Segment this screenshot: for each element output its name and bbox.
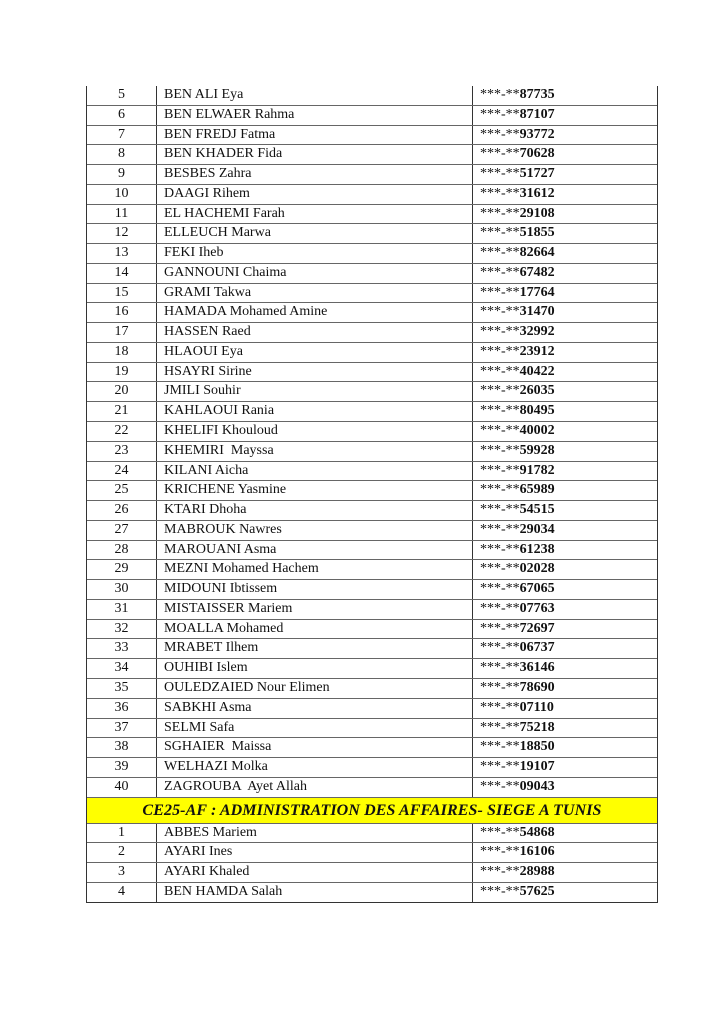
student-id: [473, 165, 657, 184]
id-digits: 57625: [519, 883, 555, 899]
table-row: [87, 679, 657, 699]
table-row: [87, 560, 657, 580]
row-number: 22: [87, 422, 157, 441]
student-name: BEN ALI Eya: [157, 86, 473, 105]
table-row: [87, 165, 657, 185]
student-name: SELMI Safa: [157, 719, 473, 738]
row-number: 30: [87, 580, 157, 599]
student-id: [473, 883, 657, 902]
id-digits: 31470: [519, 304, 555, 320]
row-number: 16: [87, 303, 157, 322]
student-id: [473, 699, 657, 718]
student-id: [473, 284, 657, 303]
id-digits: 06737: [519, 640, 555, 656]
id-digits: 87735: [519, 87, 555, 102]
student-name: BEN FREDJ Fatma: [157, 126, 473, 145]
id-digits: 40002: [519, 423, 555, 439]
student-name: AYARI Ines: [157, 843, 473, 862]
id-mask: ***-**: [480, 284, 520, 300]
id-digits: 54515: [519, 502, 555, 518]
student-id: [473, 738, 657, 757]
student-name: MEZNI Mohamed Hachem: [157, 560, 473, 579]
student-name: KAHLAOUI Rania: [157, 402, 473, 421]
row-number: 27: [87, 521, 157, 540]
student-id: [473, 462, 657, 481]
id-mask: ***-**: [480, 778, 520, 794]
table-row: [87, 264, 657, 284]
row-number: 17: [87, 323, 157, 342]
id-mask: ***-**: [480, 166, 520, 182]
student-name: MAROUANI Asma: [157, 541, 473, 560]
student-name: DAAGI Rihem: [157, 185, 473, 204]
id-digits: 07763: [519, 600, 555, 616]
row-number: 2: [87, 843, 157, 862]
id-mask: ***-**: [480, 699, 520, 715]
row-number: 5: [87, 86, 157, 105]
id-mask: ***-**: [480, 343, 520, 359]
table-row: [87, 284, 657, 304]
table-row: [87, 86, 657, 106]
student-name: BEN KHADER Fida: [157, 145, 473, 164]
student-id: [473, 363, 657, 382]
student-name: FEKI Iheb: [157, 244, 473, 263]
student-id: [473, 560, 657, 579]
id-mask: ***-**: [480, 185, 520, 201]
id-digits: 51727: [519, 166, 555, 182]
row-number: 20: [87, 382, 157, 401]
student-name: MRABET Ilhem: [157, 639, 473, 658]
id-digits: 31612: [519, 185, 555, 201]
id-mask: ***-**: [480, 581, 520, 597]
id-digits: 67482: [519, 264, 555, 280]
id-digits: 28988: [519, 864, 555, 880]
row-number: 10: [87, 185, 157, 204]
student-name: GANNOUNI Chaima: [157, 264, 473, 283]
id-mask: ***-**: [480, 205, 520, 221]
student-id: [473, 106, 657, 125]
id-mask: ***-**: [480, 739, 520, 755]
student-id: [473, 659, 657, 678]
id-digits: 32992: [519, 324, 555, 340]
row-number: 40: [87, 778, 157, 797]
id-mask: ***-**: [480, 383, 520, 399]
results-table: [86, 86, 658, 903]
id-mask: ***-**: [480, 824, 520, 840]
id-digits: 29034: [519, 521, 555, 537]
student-id: [473, 600, 657, 619]
row-number: 3: [87, 863, 157, 882]
id-mask: ***-**: [480, 719, 520, 735]
table-row: [87, 126, 657, 146]
table-row: [87, 481, 657, 501]
id-digits: 09043: [519, 778, 555, 794]
table-row: [87, 402, 657, 422]
id-mask: ***-**: [480, 864, 520, 880]
student-id: [473, 580, 657, 599]
id-mask: ***-**: [480, 561, 520, 577]
student-name: SABKHI Asma: [157, 699, 473, 718]
row-number: 35: [87, 679, 157, 698]
id-digits: 93772: [519, 126, 555, 142]
student-id: [473, 205, 657, 224]
id-mask: ***-**: [480, 541, 520, 557]
id-mask: ***-**: [480, 620, 520, 636]
id-digits: 29108: [519, 205, 555, 221]
table-row: [87, 699, 657, 719]
row-number: 36: [87, 699, 157, 718]
id-mask: ***-**: [480, 442, 520, 458]
student-name: BEN HAMDA Salah: [157, 883, 473, 902]
id-digits: 91782: [519, 462, 555, 478]
row-number: 12: [87, 224, 157, 243]
id-mask: ***-**: [480, 482, 520, 498]
student-id: [473, 719, 657, 738]
student-name: BEN ELWAER Rahma: [157, 106, 473, 125]
row-number: 6: [87, 106, 157, 125]
student-id: [473, 481, 657, 500]
id-digits: 54868: [519, 824, 555, 840]
student-id: [473, 323, 657, 342]
student-id: [473, 501, 657, 520]
student-name: HSAYRI Sirine: [157, 363, 473, 382]
student-name: KRICHENE Yasmine: [157, 481, 473, 500]
table-row: [87, 462, 657, 482]
student-name: HAMADA Mohamed Amine: [157, 303, 473, 322]
table-row: [87, 719, 657, 739]
table-row: [87, 501, 657, 521]
student-id: [473, 758, 657, 777]
row-number: 11: [87, 205, 157, 224]
row-number: 32: [87, 620, 157, 639]
student-id: [473, 145, 657, 164]
id-mask: ***-**: [480, 502, 520, 518]
id-digits: 61238: [519, 541, 555, 557]
student-name: MOALLA Mohamed: [157, 620, 473, 639]
id-digits: 78690: [519, 679, 555, 695]
id-digits: 23912: [519, 343, 555, 359]
student-name: KILANI Aicha: [157, 462, 473, 481]
row-number: 28: [87, 541, 157, 560]
id-mask: ***-**: [480, 640, 520, 656]
student-name: WELHAZI Molka: [157, 758, 473, 777]
row-number: 14: [87, 264, 157, 283]
student-name: AYARI Khaled: [157, 863, 473, 882]
table-row: [87, 580, 657, 600]
id-mask: ***-**: [480, 423, 520, 439]
row-number: 8: [87, 145, 157, 164]
student-id: [473, 402, 657, 421]
table-row: [87, 382, 657, 402]
id-mask: ***-**: [480, 146, 520, 162]
id-digits: 02028: [519, 561, 555, 577]
student-id: [473, 824, 657, 843]
table-row: [87, 323, 657, 343]
id-digits: 67065: [519, 581, 555, 597]
table-row: [87, 863, 657, 883]
student-name: EL HACHEMI Farah: [157, 205, 473, 224]
id-digits: 70628: [519, 146, 555, 162]
id-mask: ***-**: [480, 363, 520, 379]
row-number: 26: [87, 501, 157, 520]
row-number: 13: [87, 244, 157, 263]
id-mask: ***-**: [480, 521, 520, 537]
id-mask: ***-**: [480, 462, 520, 478]
row-number: 29: [87, 560, 157, 579]
id-mask: ***-**: [480, 844, 520, 860]
id-digits: 16106: [519, 844, 555, 860]
id-digits: 26035: [519, 383, 555, 399]
student-id: [473, 639, 657, 658]
student-name: OUHIBI Islem: [157, 659, 473, 678]
id-mask: ***-**: [480, 264, 520, 280]
student-id: [473, 679, 657, 698]
row-number: 34: [87, 659, 157, 678]
row-number: 33: [87, 639, 157, 658]
id-digits: 82664: [519, 245, 555, 261]
row-number: 15: [87, 284, 157, 303]
student-name: GRAMI Takwa: [157, 284, 473, 303]
id-digits: 87107: [519, 106, 555, 122]
table-row: [87, 883, 657, 903]
section-heading: CE25-AF : ADMINISTRATION DES AFFAIRES- SIEGE A TUNIS: [87, 798, 657, 824]
id-digits: 18850: [519, 739, 555, 755]
id-digits: 80495: [519, 403, 555, 419]
row-number: 24: [87, 462, 157, 481]
id-mask: ***-**: [480, 660, 520, 676]
id-digits: 19107: [519, 759, 555, 775]
student-name: HASSEN Raed: [157, 323, 473, 342]
id-digits: 59928: [519, 442, 555, 458]
student-id: [473, 185, 657, 204]
student-id: [473, 382, 657, 401]
table-row: [87, 303, 657, 323]
table-row: [87, 343, 657, 363]
table-row: [87, 106, 657, 126]
row-number: 1: [87, 824, 157, 843]
student-name: HLAOUI Eya: [157, 343, 473, 362]
id-mask: ***-**: [480, 324, 520, 340]
section-2-rows: [87, 824, 657, 903]
student-id: [473, 126, 657, 145]
student-name: KHEMIRI Mayssa: [157, 442, 473, 461]
id-digits: 65989: [519, 482, 555, 498]
student-name: MABROUK Nawres: [157, 521, 473, 540]
row-number: 39: [87, 758, 157, 777]
student-name: SGHAIER Maissa: [157, 738, 473, 757]
table-row: [87, 639, 657, 659]
student-id: [473, 863, 657, 882]
id-mask: ***-**: [480, 106, 520, 122]
table-row: [87, 205, 657, 225]
student-id: [473, 303, 657, 322]
id-digits: 75218: [519, 719, 555, 735]
table-row: [87, 363, 657, 383]
student-name: OULEDZAIED Nour Elimen: [157, 679, 473, 698]
student-id: [473, 442, 657, 461]
id-digits: 17764: [519, 284, 555, 300]
table-row: [87, 758, 657, 778]
row-number: 7: [87, 126, 157, 145]
table-row: [87, 738, 657, 758]
id-mask: ***-**: [480, 600, 520, 616]
table-row: [87, 422, 657, 442]
student-id: [473, 541, 657, 560]
section-1-rows: [87, 86, 657, 798]
row-number: 19: [87, 363, 157, 382]
id-mask: ***-**: [480, 883, 520, 899]
id-mask: ***-**: [480, 304, 520, 320]
table-row: [87, 185, 657, 205]
row-number: 38: [87, 738, 157, 757]
table-row: [87, 541, 657, 561]
student-id: [473, 843, 657, 862]
student-name: MIDOUNI Ibtissem: [157, 580, 473, 599]
table-row: [87, 442, 657, 462]
student-name: ELLEUCH Marwa: [157, 224, 473, 243]
table-row: [87, 659, 657, 679]
table-row: [87, 824, 657, 844]
table-row: [87, 778, 657, 798]
student-name: MISTAISSER Mariem: [157, 600, 473, 619]
table-row: [87, 145, 657, 165]
student-name: ABBES Mariem: [157, 824, 473, 843]
table-row: [87, 843, 657, 863]
student-name: KTARI Dhoha: [157, 501, 473, 520]
id-mask: ***-**: [480, 87, 520, 102]
id-digits: 36146: [519, 660, 555, 676]
student-id: [473, 778, 657, 797]
row-number: 23: [87, 442, 157, 461]
student-id: [473, 620, 657, 639]
row-number: 9: [87, 165, 157, 184]
table-row: [87, 224, 657, 244]
row-number: 21: [87, 402, 157, 421]
student-name: JMILI Souhir: [157, 382, 473, 401]
table-row: [87, 600, 657, 620]
id-digits: 72697: [519, 620, 555, 636]
id-mask: ***-**: [480, 759, 520, 775]
student-name: ZAGROUBA Ayet Allah: [157, 778, 473, 797]
id-digits: 40422: [519, 363, 555, 379]
table-row: [87, 620, 657, 640]
row-number: 37: [87, 719, 157, 738]
id-digits: 51855: [519, 225, 555, 241]
student-id: [473, 244, 657, 263]
id-mask: ***-**: [480, 225, 520, 241]
student-id: [473, 521, 657, 540]
student-id: [473, 422, 657, 441]
id-mask: ***-**: [480, 403, 520, 419]
id-mask: ***-**: [480, 126, 520, 142]
id-mask: ***-**: [480, 679, 520, 695]
row-number: 25: [87, 481, 157, 500]
row-number: 31: [87, 600, 157, 619]
student-name: KHELIFI Khouloud: [157, 422, 473, 441]
student-id: [473, 264, 657, 283]
student-id: [473, 343, 657, 362]
student-name: BESBES Zahra: [157, 165, 473, 184]
row-number: 18: [87, 343, 157, 362]
student-id: [473, 224, 657, 243]
student-id: [473, 86, 657, 105]
id-mask: ***-**: [480, 245, 520, 261]
table-row: [87, 244, 657, 264]
row-number: 4: [87, 883, 157, 902]
table-row: [87, 521, 657, 541]
id-digits: 07110: [519, 699, 554, 715]
